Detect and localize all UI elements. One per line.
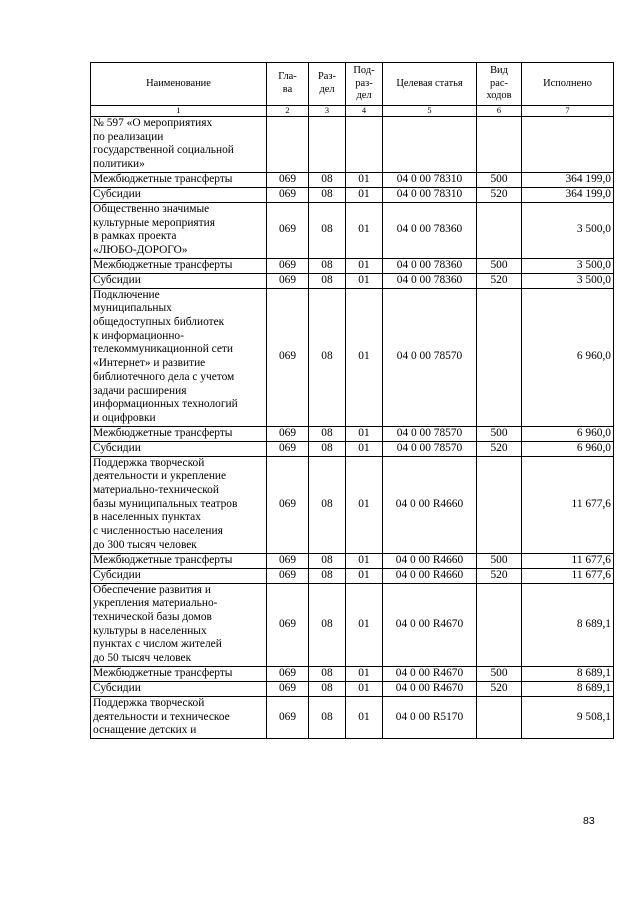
table-cell-type: 500 [477, 172, 522, 187]
table-cell-subsection: 01 [346, 456, 383, 553]
column-number: 6 [477, 106, 522, 117]
table-row [91, 441, 614, 456]
column-number: 1 [91, 106, 267, 117]
table-cell-section: 08 [309, 426, 346, 441]
table-cell-executed: 6 960,0 [522, 426, 614, 441]
table-row [91, 258, 614, 273]
table-cell-executed: 11 677,6 [522, 568, 614, 583]
table-row [91, 273, 614, 288]
table-cell-executed: 11 677,6 [522, 456, 614, 553]
table-cell-type [477, 202, 522, 258]
table-cell-name: Поддержка творческой деятельности и техническое оснащение детских и [91, 696, 267, 738]
table-cell-executed [522, 117, 614, 173]
table-cell-section: 08 [309, 187, 346, 202]
table-cell-subsection: 01 [346, 583, 383, 666]
table-cell-chapter: 069 [267, 696, 309, 738]
table-cell-executed: 364 199,0 [522, 172, 614, 187]
table-cell-subsection: 01 [346, 187, 383, 202]
table-cell-target: 04 0 00 R4670 [383, 681, 477, 696]
table-cell-section: 08 [309, 273, 346, 288]
table-cell-chapter: 069 [267, 583, 309, 666]
table-cell-chapter: 069 [267, 187, 309, 202]
table-row [91, 288, 614, 426]
column-number: 5 [383, 106, 477, 117]
table-cell-executed: 8 689,1 [522, 681, 614, 696]
table-cell-executed: 8 689,1 [522, 666, 614, 681]
table-cell-chapter: 069 [267, 172, 309, 187]
table-cell-target: 04 0 00 R4660 [383, 553, 477, 568]
table-cell-chapter: 069 [267, 568, 309, 583]
header-subsection: Под- раз- дел [346, 63, 383, 106]
table-cell-chapter [267, 117, 309, 173]
table-body [91, 117, 614, 739]
table-cell-type: 500 [477, 258, 522, 273]
table-cell-target: 04 0 00 78570 [383, 288, 477, 426]
header-type: Вид рас- ходов [477, 63, 522, 106]
table-cell-name: № 597 «О мероприятиях по реализации государственной социальной политики» [91, 117, 267, 173]
table-cell-subsection: 01 [346, 441, 383, 456]
table-cell-target: 04 0 00 78360 [383, 258, 477, 273]
table-cell-executed: 3 500,0 [522, 258, 614, 273]
table-cell-name: Общественно значимые культурные мероприятия в рамках проекта «ЛЮБО-ДОРОГО» [91, 202, 267, 258]
table-cell-name: Поддержка творческой деятельности и укрепление материально-технической базы муниципальных театров в населенных пунктах с численностью населения до 300 тысяч человек [91, 456, 267, 553]
table-cell-target: 04 0 00 78360 [383, 273, 477, 288]
table-cell-section: 08 [309, 666, 346, 681]
table-cell-name: Межбюджетные трансферты [91, 553, 267, 568]
table-cell-section: 08 [309, 583, 346, 666]
budget-table [90, 62, 614, 739]
table-cell-name: Субсидии [91, 187, 267, 202]
table-cell-name: Межбюджетные трансферты [91, 426, 267, 441]
table-row [91, 568, 614, 583]
table-cell-section: 08 [309, 568, 346, 583]
table-cell-chapter: 069 [267, 258, 309, 273]
table-cell-name: Подключение муниципальных общедоступных библиотек к информационно- телекоммуникационной сети «Интернет» и развитие библиотечного дела с учетом задачи расширения информационных технологий и оцифровки [91, 288, 267, 426]
table-cell-section: 08 [309, 696, 346, 738]
table-cell-subsection: 01 [346, 202, 383, 258]
table-cell-type [477, 696, 522, 738]
table-cell-subsection: 01 [346, 426, 383, 441]
header-row [91, 63, 614, 106]
table-cell-target: 04 0 00 R4660 [383, 456, 477, 553]
table-cell-section: 08 [309, 172, 346, 187]
table-cell-section: 08 [309, 258, 346, 273]
table-cell-chapter: 069 [267, 681, 309, 696]
table-cell-target: 04 0 00 R5170 [383, 696, 477, 738]
header-target: Целевая статья [383, 63, 477, 106]
column-number: 7 [522, 106, 614, 117]
table-cell-executed: 6 960,0 [522, 288, 614, 426]
table-cell-type: 520 [477, 568, 522, 583]
table-cell-subsection: 01 [346, 258, 383, 273]
table-cell-chapter: 069 [267, 456, 309, 553]
table-cell-executed: 3 500,0 [522, 202, 614, 258]
table-cell-subsection: 01 [346, 288, 383, 426]
table-cell-executed: 3 500,0 [522, 273, 614, 288]
table-row [91, 666, 614, 681]
table-cell-executed: 364 199,0 [522, 187, 614, 202]
table-cell-target: 04 0 00 78570 [383, 441, 477, 456]
table-cell-type: 500 [477, 553, 522, 568]
table-cell-subsection [346, 117, 383, 173]
table-cell-executed: 6 960,0 [522, 441, 614, 456]
table-cell-name: Обеспечение развития и укрепления материально- технической базы домов культуры в населенных пунктах с числом жителей до 50 тысяч человек [91, 583, 267, 666]
header-executed: Исполнено [522, 63, 614, 106]
table-cell-target: 04 0 00 78310 [383, 172, 477, 187]
table-cell-subsection: 01 [346, 568, 383, 583]
table-cell-section [309, 117, 346, 173]
table-cell-subsection: 01 [346, 696, 383, 738]
table-cell-target: 04 0 00 R4670 [383, 583, 477, 666]
table-cell-section: 08 [309, 202, 346, 258]
table-row [91, 202, 614, 258]
header-name: Наименование [91, 63, 267, 106]
table-cell-executed: 11 677,6 [522, 553, 614, 568]
table-cell-name: Межбюджетные трансферты [91, 258, 267, 273]
table-row [91, 187, 614, 202]
table-cell-type: 520 [477, 681, 522, 696]
table-row [91, 583, 614, 666]
table-cell-type: 520 [477, 441, 522, 456]
table-cell-chapter: 069 [267, 441, 309, 456]
table-row [91, 696, 614, 738]
table-cell-target: 04 0 00 R4660 [383, 568, 477, 583]
table-row [91, 553, 614, 568]
table-cell-subsection: 01 [346, 681, 383, 696]
table-cell-name: Межбюджетные трансферты [91, 666, 267, 681]
table-cell-type [477, 288, 522, 426]
table-cell-name: Субсидии [91, 441, 267, 456]
table-row [91, 456, 614, 553]
table-cell-section: 08 [309, 288, 346, 426]
table-cell-type: 500 [477, 426, 522, 441]
table-row [91, 681, 614, 696]
table-cell-name: Межбюджетные трансферты [91, 172, 267, 187]
table-cell-type [477, 456, 522, 553]
table-cell-type [477, 583, 522, 666]
table-cell-type [477, 117, 522, 173]
table-cell-type: 520 [477, 273, 522, 288]
document-page [90, 62, 613, 739]
table-cell-subsection: 01 [346, 553, 383, 568]
table-cell-chapter: 069 [267, 666, 309, 681]
table-cell-name: Субсидии [91, 273, 267, 288]
table-cell-section: 08 [309, 553, 346, 568]
table-cell-chapter: 069 [267, 273, 309, 288]
column-number: 4 [346, 106, 383, 117]
table-cell-target: 04 0 00 R4670 [383, 666, 477, 681]
table-row [91, 117, 614, 173]
table-cell-subsection: 01 [346, 172, 383, 187]
table-cell-executed: 8 689,1 [522, 583, 614, 666]
table-cell-chapter: 069 [267, 288, 309, 426]
table-cell-chapter: 069 [267, 553, 309, 568]
table-cell-chapter: 069 [267, 202, 309, 258]
table-cell-target: 04 0 00 78360 [383, 202, 477, 258]
header-section: Раз- дел [309, 63, 346, 106]
table-row [91, 426, 614, 441]
table-cell-target: 04 0 00 78310 [383, 187, 477, 202]
table-cell-subsection: 01 [346, 666, 383, 681]
table-cell-executed: 9 508,1 [522, 696, 614, 738]
table-cell-subsection: 01 [346, 273, 383, 288]
table-cell-name: Субсидии [91, 568, 267, 583]
table-row [91, 172, 614, 187]
table-cell-section: 08 [309, 456, 346, 553]
table-cell-chapter: 069 [267, 426, 309, 441]
column-number: 3 [309, 106, 346, 117]
table-cell-section: 08 [309, 681, 346, 696]
column-number-row [91, 106, 614, 117]
column-number: 2 [267, 106, 309, 117]
table-cell-target [383, 117, 477, 173]
header-chapter: Гла- ва [267, 63, 309, 106]
table-cell-target: 04 0 00 78570 [383, 426, 477, 441]
table-cell-name: Субсидии [91, 681, 267, 696]
table-cell-section: 08 [309, 441, 346, 456]
table-cell-type: 520 [477, 187, 522, 202]
page-number: 83 [583, 815, 595, 827]
table-cell-type: 500 [477, 666, 522, 681]
